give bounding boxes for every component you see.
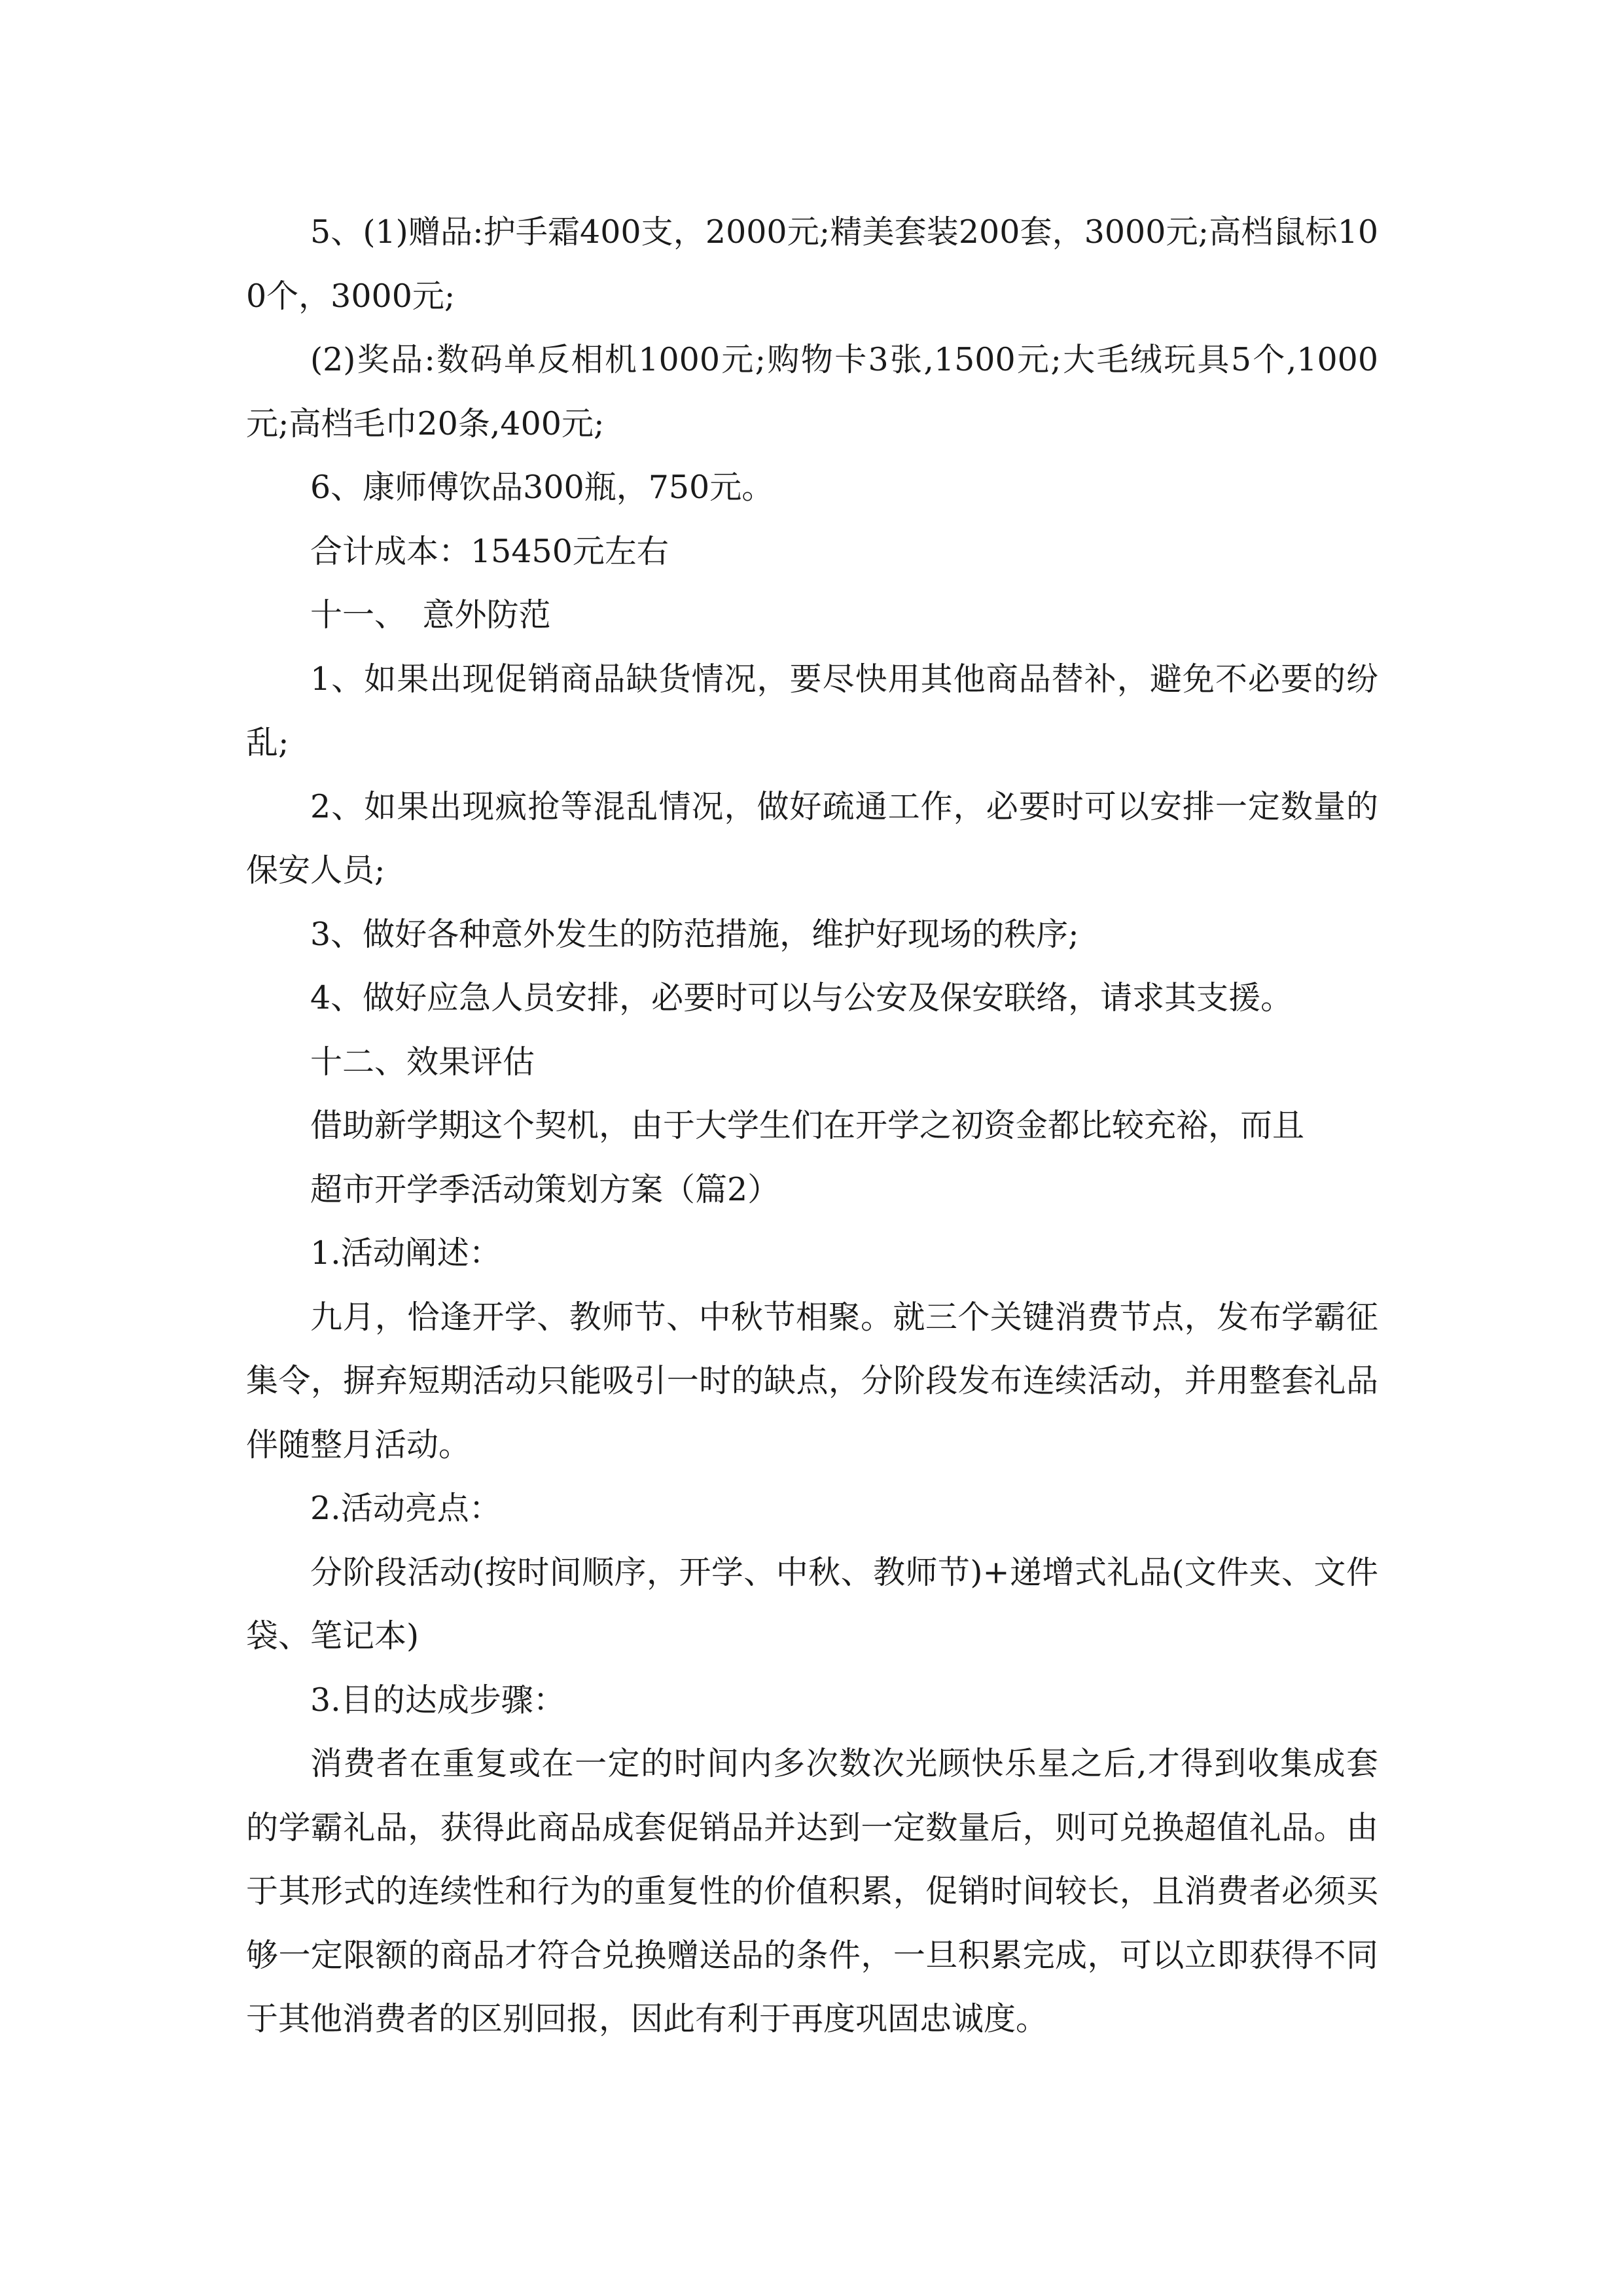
paragraph-activity-description: 九月，恰逢开学、教师节、中秋节相聚。就三个关键消费节点，发布学霸征集令，摒弃短期活动只能吸引一时的缺点，分阶段发布连续活动，并用整套礼品伴随整月活动。 xyxy=(246,1298,1378,1463)
paragraph-total-cost: 合计成本：15450元左右 xyxy=(310,532,669,570)
paragraph-steps: 消费者在重复或在一定的时间内多次数次光顾快乐星之后,才得到收集成套的学霸礼品，获得此商品成套促销品并达到一定数量后，则可兑换超值礼品。由于其形式的连续性和行为的重复性的价值积累，促销时间较长，且消费者必须买够一定限额的商品才符合兑换赠送品的条件，一旦积累完成，可以立即获得不同于其他消费者的区别回报，因此有利于再度巩固忠诚度。 xyxy=(246,1745,1378,2037)
subheading-highlights: 2.活动亮点： xyxy=(310,1490,501,1527)
section-heading-contingency: 十一、 意外防范 xyxy=(310,596,551,634)
subheading-activity-description: 1.活动阐述： xyxy=(310,1234,501,1272)
section-heading-evaluation: 十二、效果评估 xyxy=(310,1043,535,1081)
document-body xyxy=(246,200,1378,2051)
paragraph-contingency-1: 1、如果出现促销商品缺货情况，要尽快用其他商品替补，避免不必要的纷乱; xyxy=(246,660,1378,761)
paragraph-contingency-4: 4、做好应急人员安排，必要时可以与公安及保安联络，请求其支援。 xyxy=(310,979,1293,1016)
paragraph-gifts: 5、(1)赠品:护手霜400支，2000元;精美套装200套，3000元;高档鼠标100个，3000元; xyxy=(246,213,1378,315)
plan-title-part-2: 超市开学季活动策划方案（篇2） xyxy=(310,1170,780,1208)
paragraph-drinks: 6、康师傅饮品300瓶，750元。 xyxy=(310,469,774,506)
subheading-steps: 3.目的达成步骤： xyxy=(310,1681,565,1719)
paragraph-prizes: (2)奖品:数码单反相机1000元;购物卡3张,1500元;大毛绒玩具5个,1000元;高档毛巾20条,400元; xyxy=(246,341,1378,442)
paragraph-highlights: 分阶段活动(按时间顺序，开学、中秋、教师节)+递增式礼品(文件夹、文件袋、笔记本) xyxy=(246,1553,1378,1655)
paragraph-contingency-2: 2、如果出现疯抢等混乱情况，做好疏通工作，必要时可以安排一定数量的保安人员; xyxy=(246,787,1378,889)
paragraph-evaluation: 借助新学期这个契机，由于大学生们在开学之初资金都比较充裕，而且 xyxy=(310,1107,1305,1144)
paragraph-contingency-3: 3、做好各种意外发生的防范措施，维护好现场的秩序; xyxy=(310,915,1079,953)
